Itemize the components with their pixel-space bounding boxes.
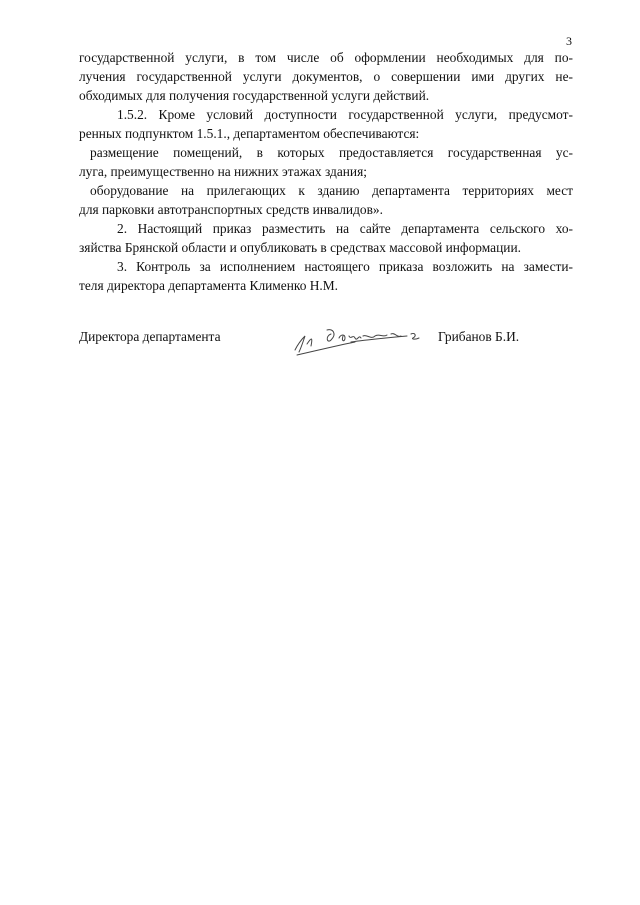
paragraph-line: размещение помещений, в которых предоставляется государственная ус- — [90, 145, 573, 160]
signatory-name: Грибанов Б.И. — [438, 329, 520, 344]
paragraph-line: теля директора департамента Клименко Н.М. — [79, 278, 339, 293]
paragraph-line: зяйства Брянской области и опубликовать в средствах массовой информации. — [79, 240, 521, 255]
paragraph-line: 2. Настоящий приказ разместить на сайте департамента сельского хо- — [117, 221, 573, 236]
signatory-title: Директора департамента — [79, 329, 221, 344]
paragraph-line: 3. Контроль за исполнением настоящего приказа возложить на замести- — [117, 259, 573, 274]
page-number: 3 — [566, 34, 572, 48]
paragraph-line: государственной услуги, в том числе об оформлении необходимых для по- — [79, 50, 573, 65]
paragraph-line: ренных подпунктом 1.5.1., департаментом обеспечиваются: — [79, 126, 420, 141]
paragraph-line: 1.5.2. Кроме условий доступности государственной услуги, предусмот- — [117, 107, 573, 122]
paragraph-line: лучения государственной услуги документов, о совершении ими других не- — [79, 69, 573, 84]
paragraph-line: луга, преимущественно на нижних этажах здания; — [79, 164, 367, 179]
signature-block — [0, 328, 640, 358]
paragraph-line: для парковки автотранспортных средств инвалидов». — [79, 202, 383, 217]
handwritten-signature — [285, 324, 435, 358]
paragraph-line: оборудование на прилегающих к зданию департамента территориях мест — [90, 183, 573, 198]
paragraph-line: обходимых для получения государственной услуги действий. — [79, 88, 430, 103]
